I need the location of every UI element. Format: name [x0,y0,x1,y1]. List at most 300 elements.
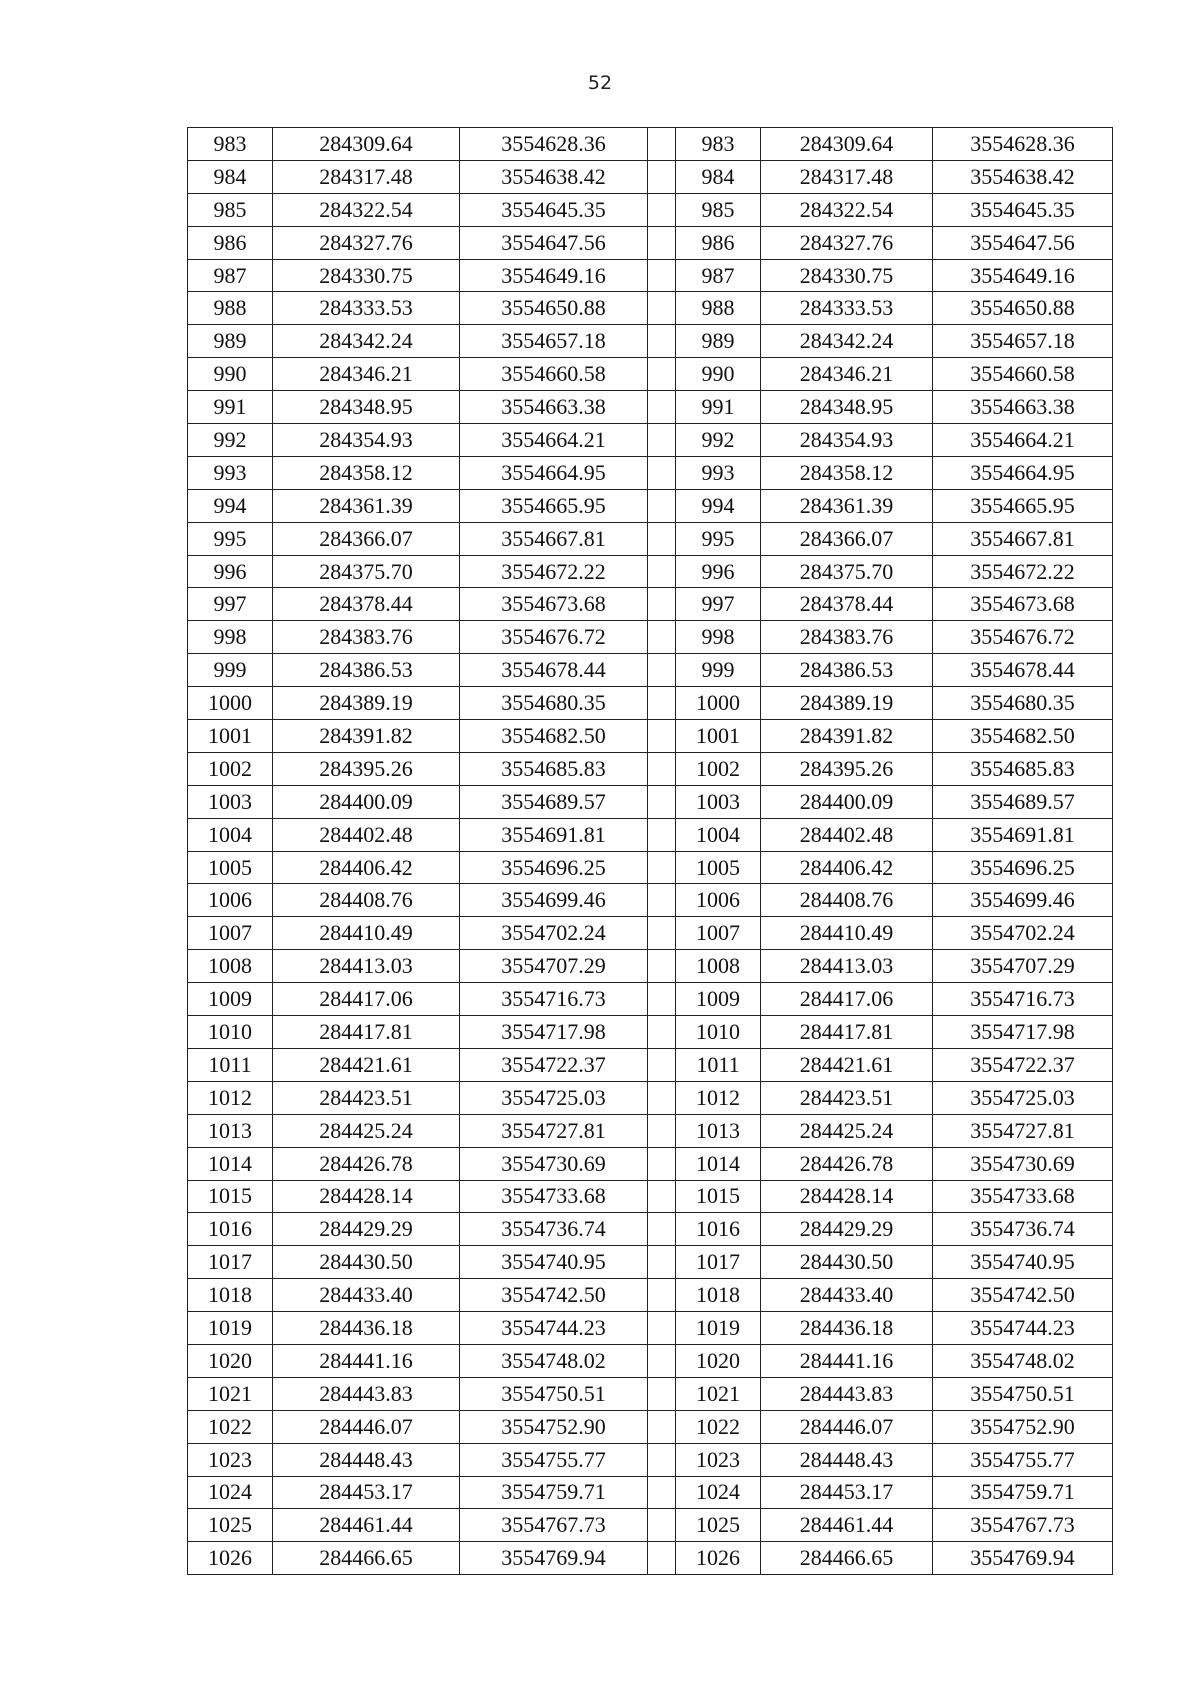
x-coordinate-cell: 284423.51 [273,1081,460,1114]
spacer-cell [648,621,676,654]
y-coordinate-cell-right: 3554730.69 [933,1147,1113,1180]
point-number-cell: 987 [188,259,273,292]
spacer-cell [648,785,676,818]
y-coordinate-cell: 3554691.81 [460,818,648,851]
y-coordinate-cell: 3554672.22 [460,555,648,588]
point-number-cell: 1010 [188,1016,273,1049]
spacer-cell [648,1377,676,1410]
x-coordinate-cell-right: 284443.83 [761,1377,933,1410]
x-coordinate-cell: 284410.49 [273,917,460,950]
table-row [188,1476,1113,1509]
y-coordinate-cell: 3554685.83 [460,752,648,785]
x-coordinate-cell: 284400.09 [273,785,460,818]
spacer-cell [648,818,676,851]
x-coordinate-cell: 284413.03 [273,950,460,983]
spacer-cell [648,1542,676,1575]
y-coordinate-cell-right: 3554680.35 [933,687,1113,720]
point-number-cell-right: 1015 [676,1180,761,1213]
y-coordinate-cell-right: 3554665.95 [933,489,1113,522]
y-coordinate-cell-right: 3554645.35 [933,193,1113,226]
point-number-cell-right: 988 [676,292,761,325]
point-number-cell: 999 [188,654,273,687]
spacer-cell [648,654,676,687]
point-number-cell-right: 1007 [676,917,761,950]
spacer-cell [648,1312,676,1345]
table-row [188,1246,1113,1279]
spacer-cell [648,1476,676,1509]
table-row [188,1081,1113,1114]
point-number-cell-right: 1000 [676,687,761,720]
spacer-cell [648,1344,676,1377]
point-number-cell-right: 1012 [676,1081,761,1114]
point-number-cell: 988 [188,292,273,325]
y-coordinate-cell: 3554717.98 [460,1016,648,1049]
spacer-cell [648,128,676,161]
spacer-cell [648,292,676,325]
y-coordinate-cell-right: 3554744.23 [933,1312,1113,1345]
y-coordinate-cell-right: 3554748.02 [933,1344,1113,1377]
y-coordinate-cell-right: 3554667.81 [933,522,1113,555]
y-coordinate-cell: 3554650.88 [460,292,648,325]
y-coordinate-cell: 3554736.74 [460,1213,648,1246]
spacer-cell [648,588,676,621]
point-number-cell-right: 995 [676,522,761,555]
y-coordinate-cell: 3554744.23 [460,1312,648,1345]
x-coordinate-cell-right: 284333.53 [761,292,933,325]
table-row [188,1114,1113,1147]
point-number-cell-right: 1010 [676,1016,761,1049]
x-coordinate-cell: 284389.19 [273,687,460,720]
point-number-cell-right: 983 [676,128,761,161]
table-row [188,522,1113,555]
coordinates-table [187,127,1113,1575]
x-coordinate-cell-right: 284358.12 [761,456,933,489]
point-number-cell: 1013 [188,1114,273,1147]
point-number-cell: 1019 [188,1312,273,1345]
x-coordinate-cell-right: 284429.29 [761,1213,933,1246]
point-number-cell-right: 1018 [676,1279,761,1312]
table-row [188,1443,1113,1476]
point-number-cell-right: 1001 [676,720,761,753]
point-number-cell-right: 1005 [676,851,761,884]
x-coordinate-cell-right: 284417.81 [761,1016,933,1049]
spacer-cell [648,1410,676,1443]
spacer-cell [648,555,676,588]
spacer-cell [648,752,676,785]
x-coordinate-cell: 284402.48 [273,818,460,851]
point-number-cell: 1004 [188,818,273,851]
x-coordinate-cell: 284342.24 [273,325,460,358]
point-number-cell: 991 [188,391,273,424]
point-number-cell: 1024 [188,1476,273,1509]
y-coordinate-cell-right: 3554707.29 [933,950,1113,983]
y-coordinate-cell-right: 3554676.72 [933,621,1113,654]
x-coordinate-cell: 284406.42 [273,851,460,884]
point-number-cell: 994 [188,489,273,522]
y-coordinate-cell-right: 3554647.56 [933,226,1113,259]
spacer-cell [648,720,676,753]
table-row [188,1312,1113,1345]
point-number-cell: 1015 [188,1180,273,1213]
x-coordinate-cell-right: 284428.14 [761,1180,933,1213]
y-coordinate-cell: 3554748.02 [460,1344,648,1377]
x-coordinate-cell: 284466.65 [273,1542,460,1575]
x-coordinate-cell: 284408.76 [273,884,460,917]
x-coordinate-cell-right: 284423.51 [761,1081,933,1114]
x-coordinate-cell: 284417.06 [273,983,460,1016]
y-coordinate-cell: 3554663.38 [460,391,648,424]
spacer-cell [648,424,676,457]
table-row [188,654,1113,687]
x-coordinate-cell: 284375.70 [273,555,460,588]
spacer-cell [648,456,676,489]
y-coordinate-cell-right: 3554685.83 [933,752,1113,785]
x-coordinate-cell: 284378.44 [273,588,460,621]
point-number-cell: 1005 [188,851,273,884]
point-number-cell: 1009 [188,983,273,1016]
point-number-cell: 1022 [188,1410,273,1443]
y-coordinate-cell-right: 3554759.71 [933,1476,1113,1509]
point-number-cell: 989 [188,325,273,358]
y-coordinate-cell: 3554742.50 [460,1279,648,1312]
table-row [188,489,1113,522]
y-coordinate-cell: 3554676.72 [460,621,648,654]
point-number-cell-right: 994 [676,489,761,522]
spacer-cell [648,1443,676,1476]
table-row [188,1147,1113,1180]
point-number-cell-right: 985 [676,193,761,226]
point-number-cell-right: 1006 [676,884,761,917]
table-row [188,785,1113,818]
point-number-cell: 997 [188,588,273,621]
x-coordinate-cell-right: 284354.93 [761,424,933,457]
table-row [188,325,1113,358]
table-row [188,1279,1113,1312]
x-coordinate-cell-right: 284410.49 [761,917,933,950]
x-coordinate-cell-right: 284375.70 [761,555,933,588]
y-coordinate-cell: 3554722.37 [460,1048,648,1081]
x-coordinate-cell: 284309.64 [273,128,460,161]
y-coordinate-cell: 3554689.57 [460,785,648,818]
x-coordinate-cell-right: 284383.76 [761,621,933,654]
y-coordinate-cell: 3554750.51 [460,1377,648,1410]
point-number-cell: 1023 [188,1443,273,1476]
x-coordinate-cell-right: 284402.48 [761,818,933,851]
table-row [188,128,1113,161]
x-coordinate-cell: 284429.29 [273,1213,460,1246]
y-coordinate-cell: 3554716.73 [460,983,648,1016]
x-coordinate-cell: 284322.54 [273,193,460,226]
point-number-cell: 1002 [188,752,273,785]
table-row [188,884,1113,917]
y-coordinate-cell-right: 3554660.58 [933,358,1113,391]
y-coordinate-cell: 3554628.36 [460,128,648,161]
y-coordinate-cell: 3554645.35 [460,193,648,226]
y-coordinate-cell-right: 3554702.24 [933,917,1113,950]
spacer-cell [648,259,676,292]
y-coordinate-cell-right: 3554678.44 [933,654,1113,687]
y-coordinate-cell-right: 3554717.98 [933,1016,1113,1049]
y-coordinate-cell: 3554667.81 [460,522,648,555]
table-row [188,588,1113,621]
x-coordinate-cell: 284426.78 [273,1147,460,1180]
spacer-cell [648,687,676,720]
point-number-cell-right: 1019 [676,1312,761,1345]
spacer-cell [648,983,676,1016]
y-coordinate-cell-right: 3554752.90 [933,1410,1113,1443]
point-number-cell: 998 [188,621,273,654]
point-number-cell-right: 992 [676,424,761,457]
table-row [188,1344,1113,1377]
y-coordinate-cell-right: 3554650.88 [933,292,1113,325]
point-number-cell-right: 1009 [676,983,761,1016]
x-coordinate-cell-right: 284309.64 [761,128,933,161]
x-coordinate-cell: 284436.18 [273,1312,460,1345]
x-coordinate-cell-right: 284389.19 [761,687,933,720]
x-coordinate-cell: 284346.21 [273,358,460,391]
x-coordinate-cell: 284333.53 [273,292,460,325]
y-coordinate-cell-right: 3554689.57 [933,785,1113,818]
y-coordinate-cell-right: 3554727.81 [933,1114,1113,1147]
y-coordinate-cell-right: 3554672.22 [933,555,1113,588]
spacer-cell [648,160,676,193]
y-coordinate-cell-right: 3554767.73 [933,1509,1113,1542]
y-coordinate-cell: 3554755.77 [460,1443,648,1476]
x-coordinate-cell-right: 284361.39 [761,489,933,522]
y-coordinate-cell: 3554647.56 [460,226,648,259]
y-coordinate-cell: 3554740.95 [460,1246,648,1279]
point-number-cell: 995 [188,522,273,555]
y-coordinate-cell-right: 3554699.46 [933,884,1113,917]
point-number-cell-right: 998 [676,621,761,654]
y-coordinate-cell-right: 3554750.51 [933,1377,1113,1410]
x-coordinate-cell-right: 284413.03 [761,950,933,983]
y-coordinate-cell-right: 3554664.95 [933,456,1113,489]
point-number-cell: 992 [188,424,273,457]
spacer-cell [648,1246,676,1279]
y-coordinate-cell-right: 3554769.94 [933,1542,1113,1575]
y-coordinate-cell-right: 3554657.18 [933,325,1113,358]
x-coordinate-cell: 284443.83 [273,1377,460,1410]
spacer-cell [648,1180,676,1213]
spacer-cell [648,851,676,884]
point-number-cell-right: 984 [676,160,761,193]
y-coordinate-cell-right: 3554740.95 [933,1246,1113,1279]
spacer-cell [648,884,676,917]
table-row [188,424,1113,457]
x-coordinate-cell-right: 284461.44 [761,1509,933,1542]
point-number-cell-right: 1004 [676,818,761,851]
y-coordinate-cell-right: 3554696.25 [933,851,1113,884]
point-number-cell-right: 991 [676,391,761,424]
point-number-cell-right: 1008 [676,950,761,983]
x-coordinate-cell: 284433.40 [273,1279,460,1312]
x-coordinate-cell-right: 284322.54 [761,193,933,226]
point-number-cell-right: 1017 [676,1246,761,1279]
spacer-cell [648,522,676,555]
y-coordinate-cell-right: 3554755.77 [933,1443,1113,1476]
x-coordinate-cell-right: 284448.43 [761,1443,933,1476]
y-coordinate-cell: 3554769.94 [460,1542,648,1575]
x-coordinate-cell-right: 284400.09 [761,785,933,818]
y-coordinate-cell: 3554682.50 [460,720,648,753]
point-number-cell: 1007 [188,917,273,950]
y-coordinate-cell: 3554657.18 [460,325,648,358]
spacer-cell [648,1081,676,1114]
point-number-cell: 986 [188,226,273,259]
x-coordinate-cell-right: 284430.50 [761,1246,933,1279]
y-coordinate-cell: 3554678.44 [460,654,648,687]
x-coordinate-cell-right: 284327.76 [761,226,933,259]
spacer-cell [648,950,676,983]
point-number-cell: 1006 [188,884,273,917]
table-row [188,456,1113,489]
y-coordinate-cell: 3554752.90 [460,1410,648,1443]
point-number-cell-right: 1023 [676,1443,761,1476]
point-number-cell: 1014 [188,1147,273,1180]
point-number-cell-right: 1021 [676,1377,761,1410]
y-coordinate-cell: 3554649.16 [460,259,648,292]
x-coordinate-cell: 284461.44 [273,1509,460,1542]
x-coordinate-cell-right: 284433.40 [761,1279,933,1312]
x-coordinate-cell: 284417.81 [273,1016,460,1049]
point-number-cell-right: 1016 [676,1213,761,1246]
table-row [188,358,1113,391]
x-coordinate-cell-right: 284408.76 [761,884,933,917]
x-coordinate-cell-right: 284425.24 [761,1114,933,1147]
table-row [188,226,1113,259]
table-row [188,752,1113,785]
x-coordinate-cell: 284327.76 [273,226,460,259]
y-coordinate-cell: 3554699.46 [460,884,648,917]
x-coordinate-cell: 284317.48 [273,160,460,193]
y-coordinate-cell-right: 3554682.50 [933,720,1113,753]
x-coordinate-cell-right: 284395.26 [761,752,933,785]
point-number-cell-right: 997 [676,588,761,621]
table-row [188,1048,1113,1081]
table-row [188,1542,1113,1575]
table-row [188,851,1113,884]
spacer-cell [648,391,676,424]
y-coordinate-cell-right: 3554691.81 [933,818,1113,851]
table-row [188,1377,1113,1410]
y-coordinate-cell: 3554638.42 [460,160,648,193]
x-coordinate-cell: 284358.12 [273,456,460,489]
point-number-cell-right: 993 [676,456,761,489]
y-coordinate-cell-right: 3554722.37 [933,1048,1113,1081]
spacer-cell [648,1114,676,1147]
point-number-cell-right: 1013 [676,1114,761,1147]
y-coordinate-cell: 3554733.68 [460,1180,648,1213]
x-coordinate-cell-right: 284441.16 [761,1344,933,1377]
point-number-cell: 1000 [188,687,273,720]
point-number-cell: 1026 [188,1542,273,1575]
y-coordinate-cell-right: 3554736.74 [933,1213,1113,1246]
y-coordinate-cell: 3554767.73 [460,1509,648,1542]
spacer-cell [648,226,676,259]
point-number-cell: 1017 [188,1246,273,1279]
x-coordinate-cell: 284446.07 [273,1410,460,1443]
y-coordinate-cell: 3554660.58 [460,358,648,391]
point-number-cell-right: 986 [676,226,761,259]
y-coordinate-cell: 3554707.29 [460,950,648,983]
table-row [188,720,1113,753]
spacer-cell [648,325,676,358]
table-row [188,193,1113,226]
point-number-cell-right: 1020 [676,1344,761,1377]
spacer-cell [648,1147,676,1180]
point-number-cell-right: 999 [676,654,761,687]
table-row [188,555,1113,588]
point-number-cell-right: 1025 [676,1509,761,1542]
x-coordinate-cell: 284425.24 [273,1114,460,1147]
table-row [188,687,1113,720]
spacer-cell [648,917,676,950]
spacer-cell [648,1509,676,1542]
point-number-cell: 983 [188,128,273,161]
point-number-cell-right: 996 [676,555,761,588]
x-coordinate-cell: 284395.26 [273,752,460,785]
point-number-cell-right: 1024 [676,1476,761,1509]
point-number-cell: 996 [188,555,273,588]
x-coordinate-cell: 284453.17 [273,1476,460,1509]
x-coordinate-cell: 284441.16 [273,1344,460,1377]
y-coordinate-cell-right: 3554663.38 [933,391,1113,424]
x-coordinate-cell: 284348.95 [273,391,460,424]
table-row [188,1509,1113,1542]
y-coordinate-cell: 3554759.71 [460,1476,648,1509]
x-coordinate-cell: 284354.93 [273,424,460,457]
point-number-cell: 985 [188,193,273,226]
spacer-cell [648,1016,676,1049]
table-row [188,1410,1113,1443]
table-row [188,292,1113,325]
spacer-cell [648,193,676,226]
table-row [188,1016,1113,1049]
y-coordinate-cell: 3554727.81 [460,1114,648,1147]
page-number: 52 [587,72,613,94]
point-number-cell: 990 [188,358,273,391]
point-number-cell-right: 1026 [676,1542,761,1575]
y-coordinate-cell-right: 3554638.42 [933,160,1113,193]
x-coordinate-cell-right: 284386.53 [761,654,933,687]
y-coordinate-cell: 3554665.95 [460,489,648,522]
x-coordinate-cell: 284361.39 [273,489,460,522]
point-number-cell: 1012 [188,1081,273,1114]
y-coordinate-cell-right: 3554628.36 [933,128,1113,161]
spacer-cell [648,358,676,391]
y-coordinate-cell: 3554673.68 [460,588,648,621]
x-coordinate-cell: 284421.61 [273,1048,460,1081]
point-number-cell: 1011 [188,1048,273,1081]
x-coordinate-cell: 284391.82 [273,720,460,753]
table-row [188,391,1113,424]
x-coordinate-cell: 284383.76 [273,621,460,654]
point-number-cell: 1018 [188,1279,273,1312]
coordinates-table-body [188,128,1113,1575]
y-coordinate-cell: 3554680.35 [460,687,648,720]
x-coordinate-cell: 284386.53 [273,654,460,687]
point-number-cell-right: 1022 [676,1410,761,1443]
x-coordinate-cell-right: 284446.07 [761,1410,933,1443]
spacer-cell [648,1279,676,1312]
point-number-cell-right: 1003 [676,785,761,818]
x-coordinate-cell-right: 284378.44 [761,588,933,621]
spacer-cell [648,489,676,522]
y-coordinate-cell: 3554664.95 [460,456,648,489]
y-coordinate-cell-right: 3554673.68 [933,588,1113,621]
point-number-cell: 993 [188,456,273,489]
